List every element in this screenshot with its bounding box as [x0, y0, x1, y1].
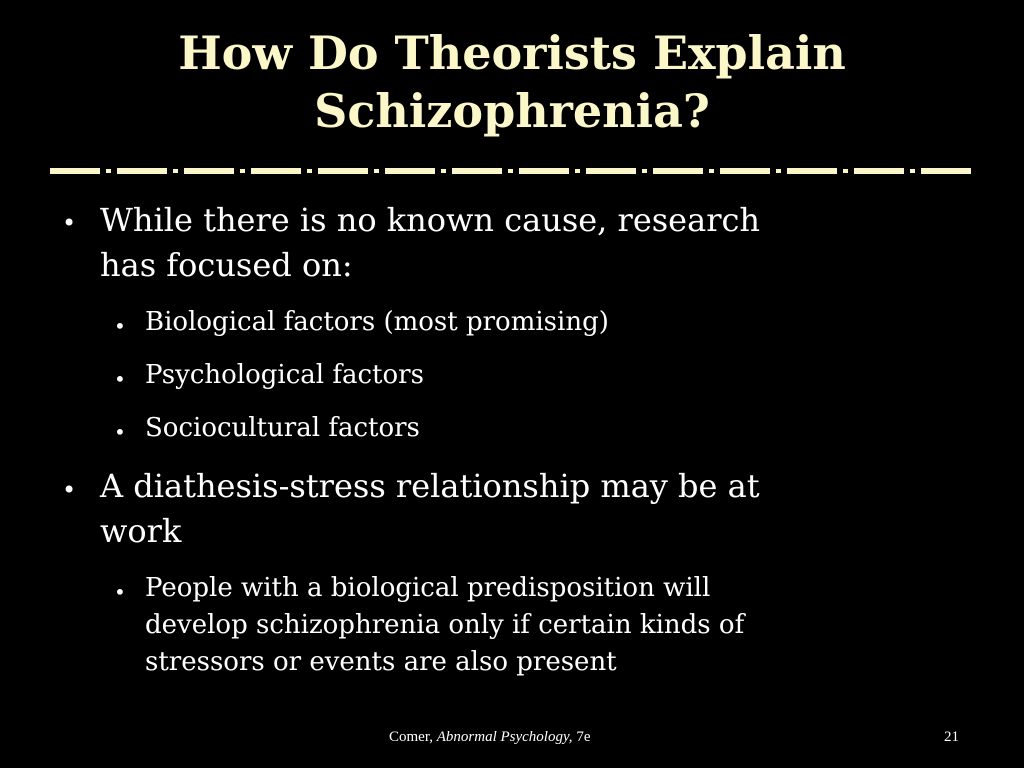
slide-title-line-1: How Do Theorists Explain	[178, 26, 846, 80]
sub-bullet-1-3: Sociocultural factors	[145, 413, 420, 443]
divider-dot	[240, 169, 245, 173]
divider-dot	[374, 169, 379, 173]
divider-dash	[50, 168, 100, 174]
divider-dash	[653, 168, 703, 174]
footer-source	[389, 729, 590, 746]
sub-bullet-2-1-line-1: People with a biological predisposition will	[145, 573, 711, 603]
divider-dash	[251, 168, 301, 174]
sub-bullet-1-1: Biological factors (most promising)	[145, 307, 609, 337]
divider-dash	[854, 168, 904, 174]
bullet-1-line-1: While there is no known cause, research	[100, 201, 761, 239]
divider-dot	[843, 169, 848, 173]
footer-book-title: Abnormal Psychology,	[436, 729, 573, 745]
divider-dash	[921, 168, 971, 174]
divider-dash	[117, 168, 167, 174]
divider-dot	[508, 169, 513, 173]
divider-dash	[184, 168, 234, 174]
sub-bullet-2-1-glyph: •	[114, 580, 126, 604]
divider-dash	[787, 168, 837, 174]
sub-bullet-1-2-glyph: •	[114, 367, 126, 391]
sub-bullet-1-1-glyph: •	[114, 314, 126, 338]
divider-dash	[385, 168, 435, 174]
divider-dash	[720, 168, 770, 174]
bullet-2-line-1: A diathesis-stress relationship may be at	[100, 467, 760, 505]
bullet-1-line-2: has focused on:	[100, 246, 353, 284]
bullet-2-glyph: •	[62, 476, 77, 504]
divider-dash	[519, 168, 569, 174]
divider-dot	[642, 169, 647, 173]
divider-dot	[173, 169, 178, 173]
divider-dot	[441, 169, 446, 173]
divider-dash	[318, 168, 368, 174]
divider-dot	[910, 169, 915, 173]
sub-bullet-2-1-line-2: develop schizophrenia only if certain kinds of	[145, 610, 745, 640]
divider-dot	[307, 169, 312, 173]
page-number: 21	[944, 729, 959, 745]
divider-dot	[709, 169, 714, 173]
slide-title-line-2: Schizophrenia?	[314, 84, 710, 138]
sub-bullet-1-2: Psychological factors	[145, 360, 424, 390]
footer-author: Comer,	[389, 729, 433, 745]
divider-dot	[106, 169, 111, 173]
bullet-2-line-2: work	[100, 512, 182, 550]
slide-footer	[0, 729, 1024, 749]
bullet-1-glyph: •	[62, 209, 77, 237]
title-divider	[50, 164, 974, 178]
slide-title	[0, 24, 1024, 140]
divider-dash	[586, 168, 636, 174]
divider-dash	[452, 168, 502, 174]
sub-bullet-1-3-glyph: •	[114, 420, 126, 444]
sub-bullet-2-1-line-3: stressors or events are also present	[145, 647, 617, 677]
divider-dot	[575, 169, 580, 173]
divider-dot	[776, 169, 781, 173]
footer-edition: 7e	[576, 729, 591, 745]
